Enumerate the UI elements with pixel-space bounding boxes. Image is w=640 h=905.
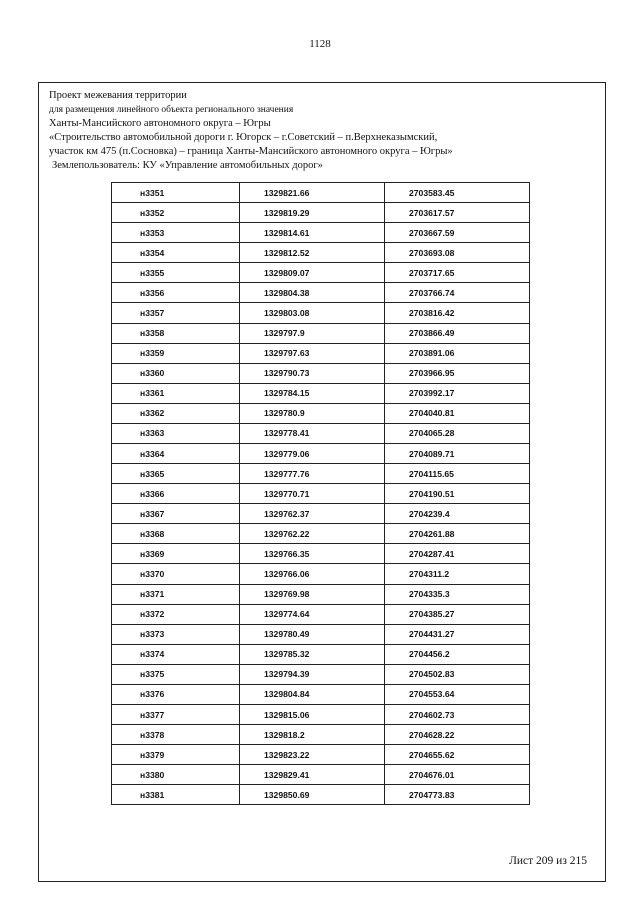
point-id-cell: н3375 [112,664,240,684]
coordinates-table [111,182,530,805]
table-row [112,604,530,624]
y-coordinate-cell: 2704385.27 [385,604,530,624]
header-title: Проект межевания территории [49,90,187,101]
table-row [112,584,530,604]
x-coordinate-cell: 1329790.73 [240,363,385,383]
y-coordinate-cell: 2704115.65 [385,464,530,484]
y-coordinate-cell: 2703966.95 [385,363,530,383]
y-coordinate-cell: 2703866.49 [385,323,530,343]
table-row [112,624,530,644]
point-id-cell: н3381 [112,785,240,805]
y-coordinate-cell: 2703667.59 [385,223,530,243]
table-row [112,203,530,223]
table-row [112,684,530,704]
coordinates-table-body [112,183,530,805]
table-row [112,464,530,484]
y-coordinate-cell: 2704261.88 [385,524,530,544]
page-number: 1128 [309,38,331,50]
x-coordinate-cell: 1329815.06 [240,705,385,725]
x-coordinate-cell: 1329797.63 [240,343,385,363]
table-row [112,283,530,303]
table-row [112,745,530,765]
table-row [112,705,530,725]
header-project-section: участок км 475 (п.Сосновка) – граница Ханты-Мансийского автономного округа – Югры» [49,146,453,157]
table-row [112,303,530,323]
point-id-cell: н3371 [112,584,240,604]
y-coordinate-cell: 2703891.06 [385,343,530,363]
point-id-cell: н3377 [112,705,240,725]
y-coordinate-cell: 2704602.73 [385,705,530,725]
point-id-cell: н3363 [112,423,240,443]
x-coordinate-cell: 1329774.64 [240,604,385,624]
y-coordinate-cell: 2703617.57 [385,203,530,223]
y-coordinate-cell: 2703693.08 [385,243,530,263]
x-coordinate-cell: 1329766.35 [240,544,385,564]
y-coordinate-cell: 2704065.28 [385,423,530,443]
point-id-cell: н3378 [112,725,240,745]
y-coordinate-cell: 2704311.2 [385,564,530,584]
x-coordinate-cell: 1329821.66 [240,183,385,203]
y-coordinate-cell: 2704456.2 [385,644,530,664]
x-coordinate-cell: 1329762.22 [240,524,385,544]
header-region: Ханты-Мансийского автономного округа – Югры [49,118,271,129]
table-row [112,765,530,785]
point-id-cell: н3374 [112,644,240,664]
x-coordinate-cell: 1329785.32 [240,644,385,664]
point-id-cell: н3367 [112,504,240,524]
x-coordinate-cell: 1329819.29 [240,203,385,223]
table-row [112,423,530,443]
x-coordinate-cell: 1329762.37 [240,504,385,524]
header-project-name: «Строительство автомобильной дороги г. Югорск – г.Советский – п.Верхнеказымский, [49,132,438,143]
point-id-cell: н3364 [112,444,240,464]
point-id-cell: н3369 [112,544,240,564]
y-coordinate-cell: 2704502.83 [385,664,530,684]
point-id-cell: н3359 [112,343,240,363]
point-id-cell: н3370 [112,564,240,584]
y-coordinate-cell: 2704239.4 [385,504,530,524]
x-coordinate-cell: 1329818.2 [240,725,385,745]
x-coordinate-cell: 1329770.71 [240,484,385,504]
y-coordinate-cell: 2703717.65 [385,263,530,283]
y-coordinate-cell: 2703816.42 [385,303,530,323]
point-id-cell: н3365 [112,464,240,484]
x-coordinate-cell: 1329779.06 [240,444,385,464]
y-coordinate-cell: 2704190.51 [385,484,530,504]
table-row [112,343,530,363]
header-land-user: Землепользователь: КУ «Управление автомобильных дорог» [52,160,323,171]
document-frame [38,82,606,882]
x-coordinate-cell: 1329804.84 [240,684,385,704]
y-coordinate-cell: 2704553.64 [385,684,530,704]
x-coordinate-cell: 1329780.9 [240,403,385,423]
point-id-cell: н3366 [112,484,240,504]
table-row [112,323,530,343]
x-coordinate-cell: 1329794.39 [240,664,385,684]
table-row [112,644,530,664]
y-coordinate-cell: 2704628.22 [385,725,530,745]
y-coordinate-cell: 2704431.27 [385,624,530,644]
table-row [112,403,530,423]
x-coordinate-cell: 1329769.98 [240,584,385,604]
x-coordinate-cell: 1329784.15 [240,383,385,403]
point-id-cell: н3352 [112,203,240,223]
y-coordinate-cell: 2704655.62 [385,745,530,765]
table-row [112,243,530,263]
point-id-cell: н3354 [112,243,240,263]
table-row [112,383,530,403]
point-id-cell: н3373 [112,624,240,644]
header-purpose: для размещения линейного объекта регионального значения [49,105,294,115]
table-row [112,263,530,283]
x-coordinate-cell: 1329850.69 [240,785,385,805]
table-row [112,524,530,544]
y-coordinate-cell: 2704287.41 [385,544,530,564]
point-id-cell: н3376 [112,684,240,704]
table-row [112,544,530,564]
x-coordinate-cell: 1329823.22 [240,745,385,765]
table-row [112,504,530,524]
table-row [112,785,530,805]
document-header [49,89,599,173]
point-id-cell: н3361 [112,383,240,403]
y-coordinate-cell: 2704773.83 [385,785,530,805]
point-id-cell: н3357 [112,303,240,323]
x-coordinate-cell: 1329809.07 [240,263,385,283]
x-coordinate-cell: 1329814.61 [240,223,385,243]
table-row [112,484,530,504]
point-id-cell: н3372 [112,604,240,624]
y-coordinate-cell: 2704089.71 [385,444,530,464]
y-coordinate-cell: 2703992.17 [385,383,530,403]
sheet-label: Лист 209 из 215 [509,855,587,867]
table-row [112,725,530,745]
point-id-cell: н3355 [112,263,240,283]
y-coordinate-cell: 2704040.81 [385,403,530,423]
point-id-cell: н3353 [112,223,240,243]
point-id-cell: н3368 [112,524,240,544]
x-coordinate-cell: 1329804.38 [240,283,385,303]
point-id-cell: н3356 [112,283,240,303]
y-coordinate-cell: 2703766.74 [385,283,530,303]
table-row [112,444,530,464]
point-id-cell: н3358 [112,323,240,343]
table-row [112,223,530,243]
x-coordinate-cell: 1329766.06 [240,564,385,584]
table-row [112,183,530,203]
x-coordinate-cell: 1329812.52 [240,243,385,263]
x-coordinate-cell: 1329803.08 [240,303,385,323]
point-id-cell: н3351 [112,183,240,203]
point-id-cell: н3362 [112,403,240,423]
y-coordinate-cell: 2704676.01 [385,765,530,785]
x-coordinate-cell: 1329780.49 [240,624,385,644]
table-row [112,664,530,684]
x-coordinate-cell: 1329829.41 [240,765,385,785]
table-row [112,564,530,584]
point-id-cell: н3360 [112,363,240,383]
y-coordinate-cell: 2703583.45 [385,183,530,203]
x-coordinate-cell: 1329777.76 [240,464,385,484]
y-coordinate-cell: 2704335.3 [385,584,530,604]
x-coordinate-cell: 1329797.9 [240,323,385,343]
x-coordinate-cell: 1329778.41 [240,423,385,443]
table-row [112,363,530,383]
point-id-cell: н3379 [112,745,240,765]
point-id-cell: н3380 [112,765,240,785]
